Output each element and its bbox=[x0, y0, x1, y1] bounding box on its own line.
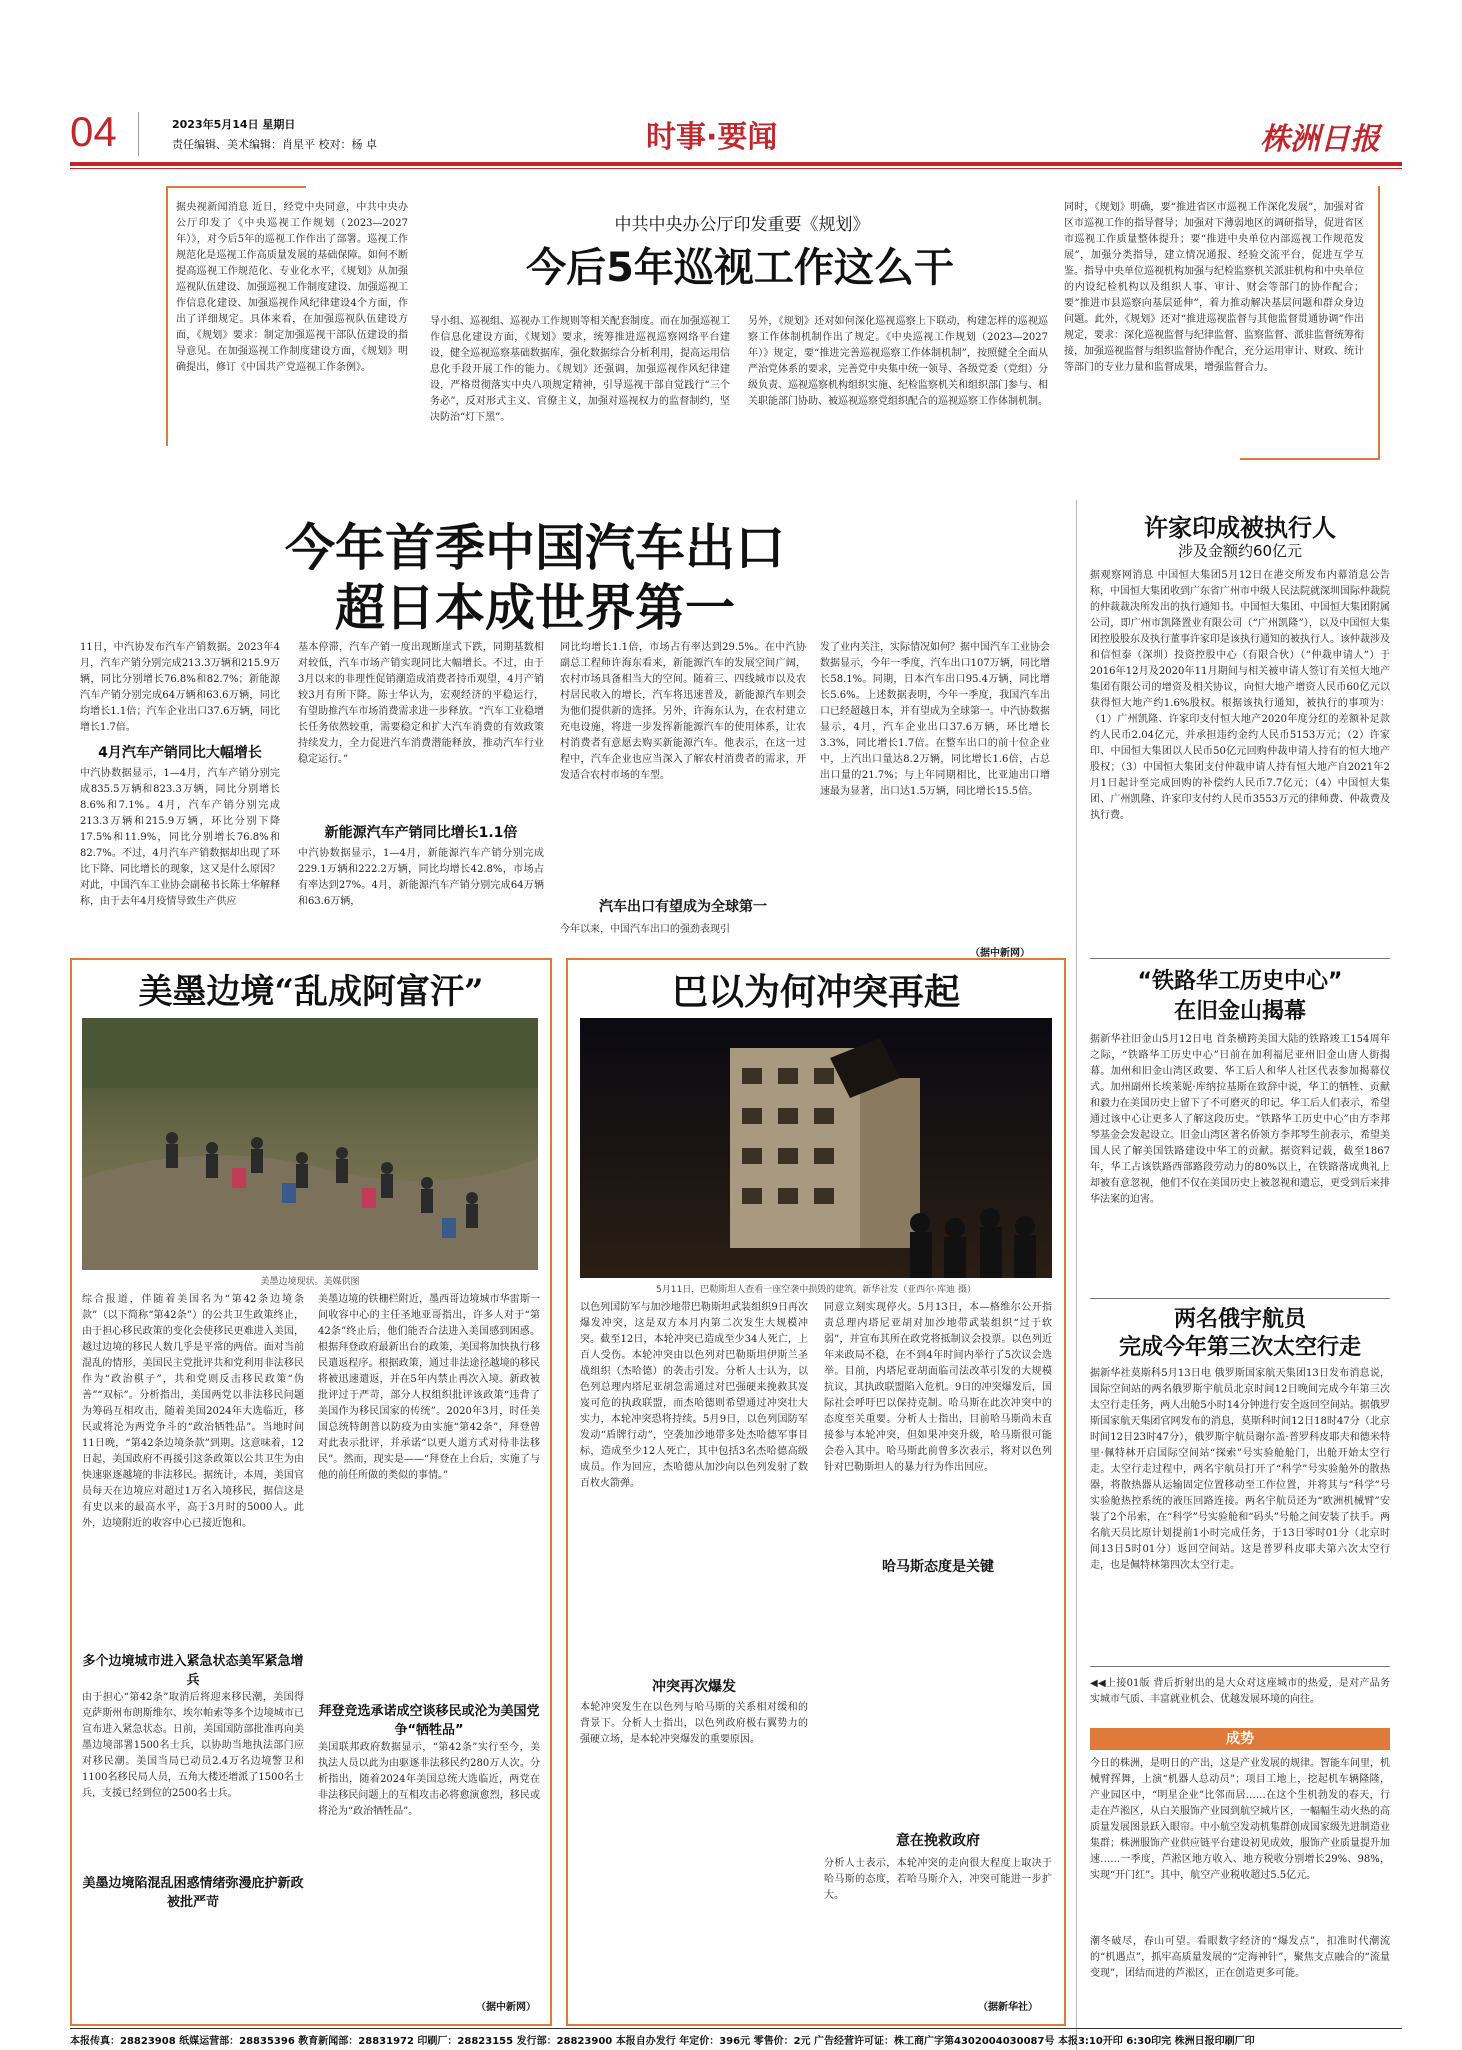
section-title: 时事·要闻 bbox=[646, 120, 778, 155]
lead-frame-right bbox=[1378, 186, 1380, 460]
israel-col-1b: 本轮冲突发生在以色列与哈马斯的关系相对缓和的背景下。分析人士指出，以色列政府极右翼势力的强硬立场，是本轮冲突爆发的重要原因。 bbox=[580, 1702, 808, 1745]
header-rule bbox=[70, 162, 1402, 166]
lead-title: 今后5年巡视工作这么干 bbox=[526, 245, 954, 291]
auto-title-line1: 今年首季中国汽车出口 bbox=[285, 519, 785, 577]
right2-body: 据新华社旧金山5月12日电 首条横跨美国大陆的铁路竣工154周年之际，“铁路华工历史中心”日前在加利福尼亚州旧金山唐人街揭幕。加州和旧金山湾区政要、华工后人和华人社区代表参加揭幕仪式。加州副州长埃莱妮·库纳拉基斯在致辞中说，华工的牺牲、贡献和毅力在美国历史上留下了不可磨灭的印记。华工后人们表示，希望通过该中心让更多人了解这段历史。“铁路华工历史中心”由方李邦琴基金会发起设立。旧金山湾区著名侨领方李邦琴生前表示，希望美国人民了解美国铁路建设中华工的贡献。据资料记载，截至1867年，华工占该铁路西部路段劳动力的80%以上，在铁路落成典礼上却被有意忽视，他们不仅在美国历史上被忽视和遗忘，更受到后来排华法案的迫害。 bbox=[1090, 1034, 1390, 1205]
israel-subhead-1: 冲突再次爆发 bbox=[652, 1679, 736, 1695]
lead-frame-bottom-right bbox=[1240, 458, 1380, 460]
lead-frame-left bbox=[166, 186, 168, 446]
mexico-caption: 美墨边境现状。美媒供图 bbox=[260, 1277, 360, 1287]
damaged-building-photo bbox=[580, 1018, 1052, 1278]
right3-rule bbox=[1090, 1666, 1390, 1667]
auto-subhead-2: 新能源汽车产销同比增长1.1倍 bbox=[324, 825, 518, 841]
israel-title: 巴以为何冲突再起 bbox=[671, 971, 960, 1013]
auto-col-3b: 今年以来，中国汽车出口的强劲表现引 bbox=[560, 924, 730, 935]
chengshi-continued: ◀◀上接01版 背后折射出的是大众对这座城市的热爱，是对产品务实城市气质、丰富就业机会、优越发展环境的向往。 bbox=[1090, 1678, 1390, 1705]
mexico-col-1: 综合报道，伴随着美国名为“第42条边境条款”（以下简称“第42条”）的公共卫生政策终止，由于担心移民政策的变化会使移民更难进入美国，越过边境的移民人数几乎是平常的两倍。面对当前混乱的情形，美国民主党批评共和党利用非法移民作为“政治棋子”，共和党则反击移民政策“伪善”“双标”。分析指出，美国两党以非法移民问题为筹码互相攻击，随着美国2024年大选临近，移民或将沦为两党争斗的“政治牺牲品”。当地时间11日晚，“第42条边境条款”到期。这意味着，12日起，美国政府不再援引这条政策以公共卫生为由快速驱逐越境的非法移民。据统计，本周，美国官员每天在边境应对超过1万名入境移民，据信这是有史以来的最高水平，高于3月时的5000人。此外，边境附近的收容中心已接近饱和。 bbox=[82, 1294, 304, 1529]
mexico-col-1b: 由于担心“第42条”取消后将迎来移民潮，美国得克萨斯州布朗斯维尔、埃尔帕索等多个边境城市已宣布进入紧急状态。日前，美国国防部批准再向美墨边境部署1500名士兵，以协助当地执法部门应对移民潮。美国当局已动员2.4万名边境警卫和1100名移民局人员，五角大楼还增派了1500名士兵，支援已经到位的2500名士兵。 bbox=[82, 1692, 304, 1799]
lead-frame-top-left bbox=[166, 186, 306, 188]
right1-body: 据观察网消息 中国恒大集团5月12日在港交所发布内幕消息公告称，中国恒大集团收到广东省广州市中级人民法院就深圳国际仲裁院的仲裁裁决所发出的执行通知书。中国恒大集团、中国恒大集团附属公司，即广州市凯隆置业有限公司（“广州凯隆”），以及中国恒大集团控股股东及执行董事许家印是该执行通知的被执行人。该仲裁涉及和信恒泰（深圳）投资控股中心（有限合伙）（“仲裁申请人”）于2016年12月及2020年11月期间与相关被申请人签订有关恒大地产集团有限公司的增资及相关协议，向恒大地产增资人民币60亿元以获得恒大地产约1.6%股权。根据该执行通知，被执行的事项为：（1）广州凯隆、许家印支付恒大地产2020年度分红的差额补足款约人民币2.04亿元，并承担违约金约人民币5153万元；（2）许家印、中国恒大集团以人民币50亿元回购仲裁申请人持有的恒大地产股权；（3）中国恒大集团支付仲裁申请人持有恒大地产自2021年2月1日起计至完成回购的补偿约人民币7.7亿元；（4）中国恒大集团、广州凯隆、许家印支付约人民币3553万元的律师费、仲裁费及执行费。 bbox=[1090, 570, 1390, 821]
footer-rule bbox=[70, 2028, 1402, 2029]
right3-title-line2: 完成今年第三次太空行走 bbox=[1118, 1335, 1361, 1360]
chengshi-body: 今日的株洲，是明日的产出，这是产业发展的规律。智能车间里，机械臂挥舞，上演“机器人总动员”；项目工地上，挖起机车辆隆隆，产业园区中，“明星企业”比邻而居……在这个生机勃发的春天，行走在芦淞区，从白关服饰产业园到航空城片区，一幅幅生动火热的高质量发展图景跃入眼帘。中小航空发动机集群创成国家级先进制造业集群；株洲服饰产业供应链平台建设初见成效，服饰产业质量提升加速……一季度，芦淞区地方收入、地方税收分别增长29%、98%，实现“开门红”。其中，航空产业税收超过5.5亿元。 bbox=[1090, 1758, 1390, 1881]
auto-col-1a: 11日，中汽协发布汽车产销数据。2023年4月，汽车产销分别完成213.3万辆和215.9万辆，同比分别增长76.8%和82.7%；新能源汽车产销分别完成64万辆和63.6万辆，同比均增长1.1倍；汽车企业出口37.6万辆，同比增长1.7倍。 bbox=[80, 642, 280, 733]
issue-date: 2023年5月14日 星期日 bbox=[172, 118, 296, 131]
auto-col-4: 发了业内关注，实际情况如何？据中国汽车工业协会数据显示，今年一季度，汽车出口107万辆，同比增长58.1%。同期，日本汽车出口95.4万辆，同比增长5.6%。上述数据表明，今年一季度，我国汽车出口已经超越日本，并有望成为全球第一。中汽协数据显示，4月，汽车企业出口37.6万辆，环比增长3.3%，同比增长1.7倍。在整车出口的前十位企业中，上汽出口量达8.2万辆，同比增长1.6倍，占总出口量的21.7%；与上年同期相比，比亚迪出口增速最为显著，出口达1.5万辆，同比增长15.5倍。 bbox=[820, 642, 1050, 797]
auto-col-3a: 同比均增长1.1倍，市场占有率达到29.5%。在中汽协副总工程师许海东看来，新能源汽车的发展空间广阔，农村市场具备相当大的空间。随着三、四线城市以及农村居民收入的增长，汽车将迅速普及，新能源汽车则会为他们提供新的选择。另外，许海东认为，在农村建立充电设施，将进一步发挥新能源汽车的使用体系，让农村消费者有意愿去购买新能源汽车。他表示，在这一过程中，汽车企业也应当深入了解农村消费者的需求，开发适合农村市场的车型。 bbox=[560, 642, 806, 781]
israel-caption: 5月11日，巴勒斯坦人查看一座空袭中损毁的建筑。新华社发（亚西尔·库迪 摄） bbox=[656, 1285, 976, 1295]
mexico-col-2b: 美国联邦政府数据显示，“第42条”实行至今，美执法人员以此为由驱逐非法移民约280万人次。分析指出，随着2024年美国总统大选临近，两党在非法移民问题上的互相攻击必将愈演愈烈，移民或将沦为“政治牺牲品”。 bbox=[318, 1742, 540, 1817]
mexico-source: （据中新网） bbox=[476, 2002, 536, 2013]
right1-title: 许家印成被执行人 bbox=[1144, 514, 1336, 542]
right1-subtitle: 涉及金额约60亿元 bbox=[1177, 542, 1303, 560]
auto-col-2a: 基本停滞，汽车产销一度出现断崖式下跌，同期基数相对较低，汽车市场产销实现同比大幅增长。不过，由于3月以来的非理性促销潮造成消费者持币观望，4月产销较3月有所下降。陈士华认为，宏观经济的平稳运行，有望助推汽车市场消费需求进一步释放。“汽车工业稳增长任务依然较重，需要稳定和扩大汽车消费的有效政策持续发力，全力促进汽车消费潜能释放，推动汽车行业稳定运行。” bbox=[298, 642, 544, 765]
border-crowd-photo bbox=[82, 1018, 538, 1270]
right2-rule bbox=[1090, 1298, 1390, 1299]
masthead-logo: 株洲日报 bbox=[1260, 122, 1380, 157]
mexico-subhead-1: 多个边境城市进入紧急状态美军紧急增兵 bbox=[82, 1654, 304, 1688]
mexico-subhead-3: 拜登竞选承诺成空谈移民或沦为美国党争“牺牲品” bbox=[318, 1704, 540, 1738]
auto-col-2b: 中汽协数据显示，1—4月，新能源汽车产销分别完成229.1万辆和222.2万辆，同比均增长42.8%，市场占有率达到27%。4月，新能源汽车产销分别完成64万辆和63.6万辆， bbox=[298, 848, 544, 907]
mexico-subhead-2: 美墨边境陷混乱困惑情绪弥漫庇护新政被批严苛 bbox=[82, 1876, 304, 1910]
israel-source: （据新华社） bbox=[978, 2002, 1038, 2013]
mexico-photo bbox=[82, 1018, 538, 1270]
auto-subhead-1: 4月汽车产销同比大幅增长 bbox=[98, 745, 262, 761]
mexico-title: 美墨边境“乱成阿富汗” bbox=[138, 972, 484, 1012]
mexico-col-2: 美墨边境的铁栅栏附近，墨西哥边境城市华雷斯一间收容中心的主任圣地亚哥指出，许多人对于“第42条”终止后，他们能否合法进入美国感到困惑。根据拜登政府最新出台的政策，美国将加快执行移民遣返程序。根据政策，通过非法途径越境的移民将被迅速遣返，并在5年内禁止再次入境。新政被批评过于严苛，部分人权组织批评该政策“违背了美国作为移民国家的传统”。2020年3月，时任美国总统特朗普以防疫为由实施“第42条”，拜登曾对此表示批评，并承诺“以更人道方式对待非法移民”。然而，现实是——“拜登在上台后，实施了与他的前任所做的类似的事情。” bbox=[318, 1294, 540, 1481]
lead-col-3: 另外，《规划》还对如何深化巡视巡察上下联动，构建怎样的巡视巡察工作体制机制作出了规定。《中央巡视工作规划（2023—2027年）》规定，要“推进完善巡视巡察工作体制机制”，按照健全全面从严治党体系的要求，完善党中央集中统一领导、各级党委（党组）分级负责、巡视巡察机构组织实施、纪检监察机关和组织部门参与、相关职能部门协助、被巡视巡察党组织配合的巡视巡察工作体制机制。 bbox=[748, 316, 1048, 407]
israel-subhead-2: 哈马斯态度是关键 bbox=[882, 1559, 994, 1575]
israel-col-2b: 分析人士表示，本轮冲突的走向很大程度上取决于哈马斯的态度，若哈马斯介入，冲突可能进一步扩大。 bbox=[824, 1858, 1052, 1901]
auto-subhead-3: 汽车出口有望成为全球第一 bbox=[599, 899, 767, 915]
auto-source: （据中新网） bbox=[970, 948, 1030, 959]
chengshi-label: 成势 bbox=[1090, 1728, 1390, 1750]
header-rule-thin bbox=[70, 168, 1402, 169]
right-divider bbox=[1076, 500, 1077, 2050]
footer-info: 本报传真：28823908 纸媒运营部：28835396 教育新闻部：28831972 印刷厂：28823155 发行部：28823900 本报自办发行 年定价：396元 零售价：2元 广告经营许可证：株工商广字第4302004030087号 本报3:10开印 6:30印完 株洲日报印刷厂印 bbox=[70, 2036, 1255, 2047]
lead-col-2: 导小组、巡视组、巡视办工作规则等相关配套制度。而在加强巡视工作信息化建设方面，《规划》要求，统筹推进巡视巡察网络平台建设，健全巡视巡察基础数据库，强化数据综合分析利用，提高运用信息化手段开展工作的能力。《规划》还强调，加强巡视作风纪律建设，严格贯彻落实中央八项规定精神，引导巡视干部自觉践行“三个务必”，反对形式主义、官僚主义，加强对巡视权力的监督制约，坚决防治“灯下黑”。 bbox=[430, 316, 730, 423]
israel-photo bbox=[580, 1018, 1052, 1278]
lead-subtitle: 中共中央办公厅印发重要《规划》 bbox=[614, 215, 870, 235]
israel-col-1: 以色列国防军与加沙地带巴勒斯坦武装组织9日再次爆发冲突，这是双方本月内第二次发生大规模冲突。截至12日，本轮冲突已造成至少34人死亡，上百人受伤。本轮冲突由以色列对巴勒斯坦伊斯兰圣战组织（杰哈德）的袭击引发。分析人士认为，以色列总理内塔尼亚胡急需通过对巴强硬来挽救其岌岌可危的执政联盟，而杰哈德则希望通过冲突壮大实力，本轮冲突恐将持续。5月9日，以色列国防军发动“盾牌行动”，空袭加沙地带多处杰哈德军事目标，造成至少12人死亡，其中包括3名杰哈德高级成员。作为回应，杰哈德从加沙向以色列发射了数百枚火箭弹。 bbox=[580, 1302, 808, 1489]
right2-title-line1: “铁路华工历史中心” bbox=[1137, 969, 1343, 994]
chengshi-body-2: 潮冬破尽，春山可望。看眼数字经济的“爆发点”，扣准时代潮流的“机遇点”，抓牢高质量发展的“定海神针”，聚焦支点融合的“流量变现”，团结而进的芦淞区，正在创造更多可能。 bbox=[1090, 1936, 1390, 1979]
header-divider-vertical bbox=[138, 112, 139, 156]
right1-rule bbox=[1090, 958, 1390, 959]
lead-col-4: 同时，《规划》明确，要“推进省区市巡视工作深化发展”，加强对省区市巡视工作的指导督导；加强对下薄弱地区的调研指导，促进省区市巡视工作质量整体提升；要“推进中央单位内部巡视工作规范发展”，加强分类指导，建立情况通报、经验交流平台，促进互学互鉴。指导中央单位巡视机构加强与纪检监察机关派驻机构和中央单位的内设纪检机构以及组织人事、审计、财会等部门的协作配合；要“推进市县巡察向基层延伸”，着力推动解决基层问题和群众身边问题。此外，《规划》还对“推进巡视监督与其他监督贯通协调”作出规定，要求：深化巡视监督与纪律监督、监察监督、派驻监督统筹衔接，加强巡视监督与组织监督协作配合，充分运用审计、财政、统计等部门的专业力量和监督成果，增强监督合力。 bbox=[1064, 202, 1364, 373]
israel-subhead-3: 意在挽救政府 bbox=[896, 1833, 980, 1849]
lead-col-1: 据央视新闻消息 近日，经党中央同意，中共中央办公厅印发了《中央巡视工作规划（2023—2027年）》，对今后5年的巡视工作作出了部署。巡视工作规范化是巡视工作高质量发展的基础保障。如何不断提高巡视工作规范化、专业化水平，《规划》从加强巡视队伍建设、加强巡视工作制度建设、加强巡视工作信息化建设、加强巡视作风纪律建设4个方面，作出了详细规定。具体来看，在加强巡视队伍建设方面，《规划》要求：制定加强巡视干部队伍建设的指导意见。在加强巡视工作制度建设方面，《规划》明确提出，修订《中国共产党巡视工作条例》。 bbox=[176, 202, 408, 373]
auto-title-line2: 超日本成世界第一 bbox=[335, 579, 735, 637]
auto-col-1b: 中汽协数据显示，1—4月，汽车产销分别完成835.5万辆和823.3万辆，同比分别增长8.6%和7.1%。4月，汽车产销分别完成213.3万辆和215.9万辆，环比分别下降17.5%和11.9%，同比分别增长76.8%和82.7%。不过，4月汽车产销数据却出现了环比下降、同比增长的现象，这又是什么原因？对此，中国汽车工业协会副秘书长陈士华解释称，由于去年4月疫情导致生产供应 bbox=[80, 768, 280, 907]
right2-title-line2: 在旧金山揭幕 bbox=[1173, 999, 1306, 1024]
page-number: 04 bbox=[70, 108, 117, 155]
right3-title-line1: 两名俄宇航员 bbox=[1173, 1307, 1306, 1332]
israel-col-2: 同意立刻实现停火。5月13日，本—格维尔公开指责总理内塔尼亚胡对加沙地带武装组织“过于软弱”，并宣布其所在政党将抵制议会投票。以色列近年来政局不稳，在不到4年时间内举行了5次议会选举。目前，内塔尼亚胡面临司法改革引发的大规模抗议，其执政联盟陷入危机。9日的冲突爆发后，国际社会呼吁巴以保持克制。哈马斯在此次冲突中的态度至关重要。分析人士指出，目前哈马斯尚未直接参与本轮冲突，但如果冲突升级，哈马斯很可能会卷入其中。哈马斯此前曾多次表示，将对以色列针对巴勒斯坦人的暴力行为作出回应。 bbox=[824, 1302, 1052, 1473]
editors-line: 责任编辑、美术编辑：肖星平 校对：杨 卓 bbox=[172, 138, 377, 151]
right3-body: 据新华社莫斯科5月13日电 俄罗斯国家航天集团13日发布消息说，国际空间站的两名俄罗斯宇航员北京时间12日晚间完成今年第三次太空行走任务，两人出舱5小时14分钟进行安全返回空间站。据俄罗斯国家航天集团官网发布的消息，莫斯科时间12日18时47分（北京时间12日23时47分），俄罗斯宇航员谢尔盖·普罗科皮耶夫和德米特里·佩特林开启国际空间站“探索”号实验舱舱门，出舱开始太空行走。太空行走过程中，两名宇航员打开了“科学”号实验舱外的散热器，将散热器从运输固定位置移动至工作位置，并将其与“科学”号实验舱热控系统的液压回路连接。两名宇航员还为“欧洲机械臂”安装了2个吊索，在“科学”号实验舱和“码头”号舱之间安装了扶手。两名航天员比原计划提前1小时完成任务，于13日零时01分（北京时间13日5时01分）返回空间站。这是普罗科皮耶夫第六次太空行走，也是佩特林第四次太空行走。 bbox=[1090, 1368, 1390, 1571]
